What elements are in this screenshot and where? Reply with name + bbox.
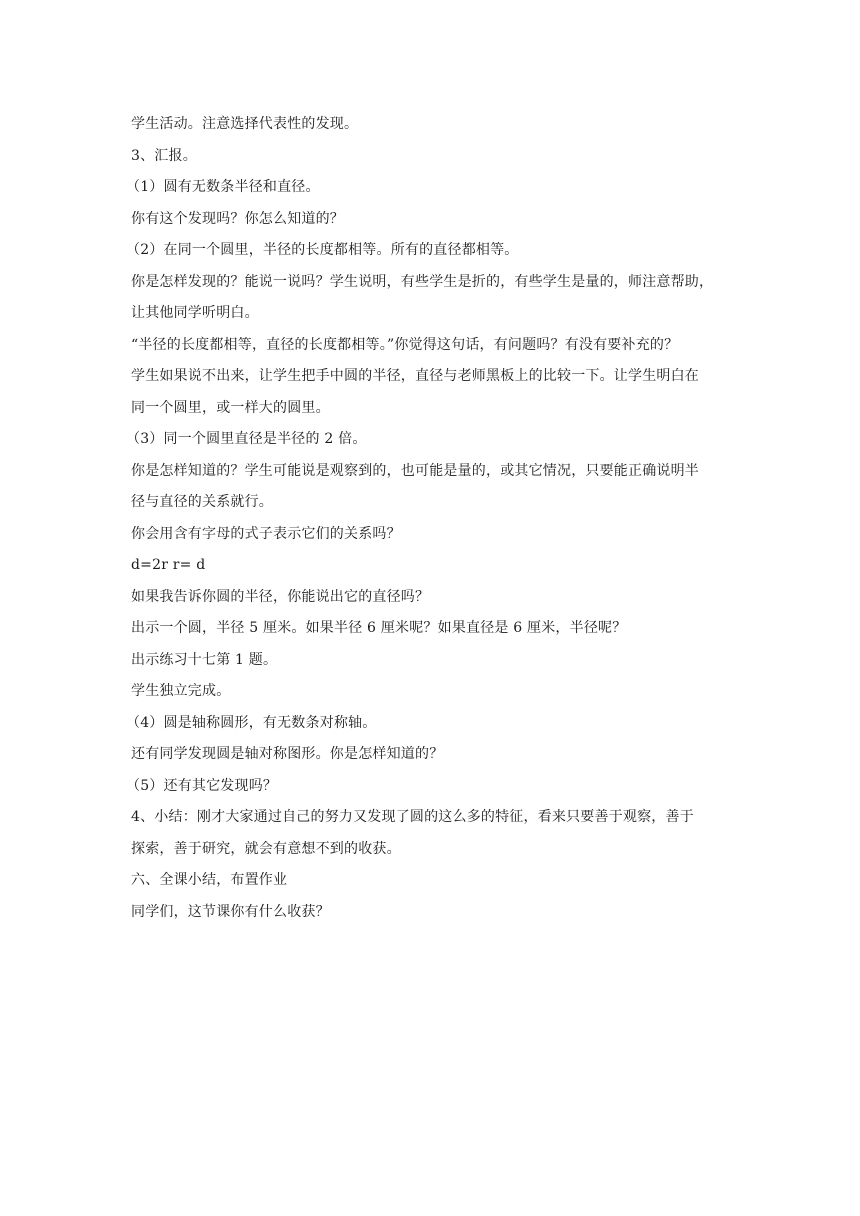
paragraph-line: 还有同学发现圆是轴对称图形。你是怎样知道的？ — [131, 746, 444, 762]
paragraph-line: 你是怎样知道的？学生可能说是观察到的，也可能是量的，或其它情况，只要能正确说明半 — [131, 462, 699, 479]
paragraph-line: 让其他同学听明白。 — [131, 305, 259, 321]
point-heading: （1）圆有无数条半径和直径。 — [126, 179, 320, 195]
paragraph-line: 你会用含有字母的式子表示它们的关系吗？ — [131, 525, 401, 542]
point-heading: （5）还有其它发现吗？ — [126, 777, 278, 794]
point-heading: （3）同一个圆里直径是半径的 2 倍。 — [126, 431, 367, 447]
paragraph-line: 同学们，这节课你有什么收获？ — [131, 903, 330, 920]
paragraph-line: 出示练习十七第 1 题。 — [131, 651, 278, 668]
section-heading: 六、全课小结，布置作业 — [131, 872, 288, 888]
paragraph-line: 学生独立完成。 — [131, 683, 231, 699]
paragraph-line: 探索，善于研究，就会有意想不到的收获。 — [131, 840, 401, 857]
paragraph-line: 学生活动。注意选择代表性的发现。 — [131, 116, 359, 132]
paragraph-line: 同一个圆里，或一样大的圆里。 — [131, 399, 330, 416]
point-heading: （4）圆是轴称圆形，有无数条对称轴。 — [126, 714, 377, 731]
paragraph-line: “半径的长度都相等，直径的长度都相等。”你觉得这句话，有问题吗？有没有要补充的？ — [131, 336, 679, 353]
paragraph-line: 你是怎样发现的？能说一说吗？学生说明，有些学生是折的，有些学生是量的，师注意帮助， — [131, 273, 714, 290]
section-heading: 3、汇报。 — [131, 147, 197, 164]
formula-line: d=2r r= d — [131, 557, 206, 573]
point-heading: （2）在同一个圆里，半径的长度都相等。所有的直径都相等。 — [126, 242, 519, 258]
paragraph-line: 出示一个圆，半径 5 厘米。如果半径 6 厘米呢？如果直径是 6 厘米，半径呢？ — [131, 620, 627, 636]
section-heading: 4、小结：刚才大家通过自己的努力又发现了圆的这么多的特征，看来只要善于观察，善于 — [131, 809, 694, 825]
paragraph-line: 学生如果说不出来，让学生把手中圆的半径，直径与老师黑板上的比较一下。让学生明白在 — [131, 368, 699, 384]
paragraph-line: 你有这个发现吗？你怎么知道的？ — [131, 210, 344, 227]
paragraph-line: 如果我告诉你圆的半径，你能说出它的直径吗？ — [131, 588, 430, 605]
document-body — [126, 109, 731, 928]
paragraph-line: 径与直径的关系就行。 — [131, 494, 273, 510]
